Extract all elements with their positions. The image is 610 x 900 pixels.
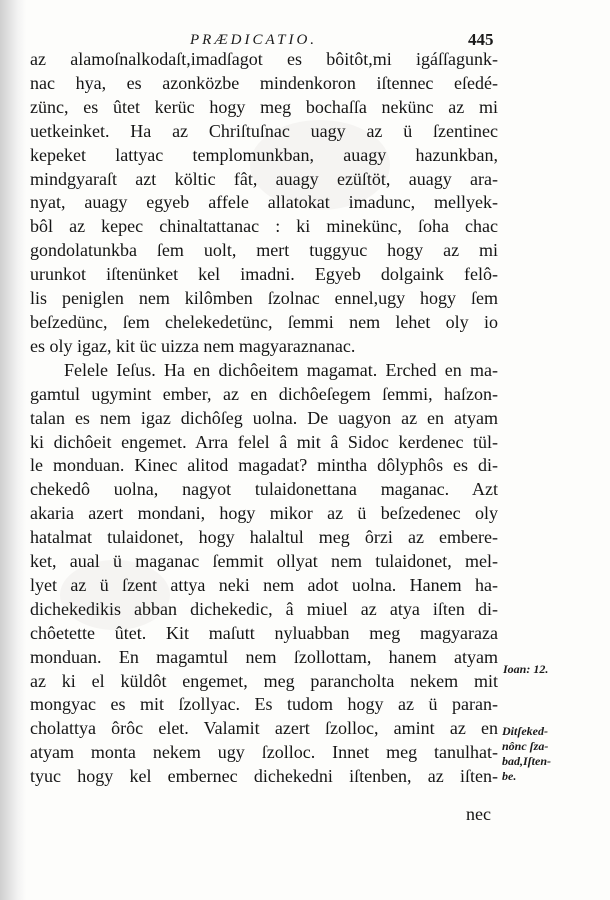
text-line: hatalmat tulaidonet, hogy halaltul meg ôrzi az embere- [30, 527, 498, 548]
text-line: talan es nem igaz dichôſeg uolna. De uagyon az en atyam [30, 407, 498, 428]
gutter-shadow [0, 0, 26, 900]
text-line: az ki el küldôt engemet, meg parancholta nekem mit [30, 670, 498, 691]
text-line: kepeket lattyac templomunkban, auagy hazunkban, [30, 144, 498, 165]
text-line: uetkeinket. Ha az Chriſtuſnac uagy az ü ſzentinec [30, 120, 498, 141]
margin-note-ioan: Ioan: 12. [503, 662, 549, 676]
text-line: zünc, es ûtet kerüc hogy meg bochaſſa nekünc az mi [30, 96, 498, 117]
text-line: cholattya ôrôc elet. Valamit azert ſzolloc, amint az en [30, 718, 498, 739]
margin-note-ditsek [502, 724, 602, 784]
body-text [30, 48, 498, 789]
text-line: bôl az kepec chinaltattanac : ki minekünc, ſoha chac [30, 216, 498, 237]
text-line: akaria azert mondani, hogy mikor az ü beſzedenec oly [30, 503, 498, 524]
text-line: chôetette ûtet. Kit maſutt nyluabban meg magyaraza [30, 622, 498, 643]
text-line: chekedô uolna, nagyot tulaidonettana maganac. Azt [30, 479, 498, 500]
text-line: dichekedikis abban dichekedic, â miuel az atya iſten di- [30, 598, 498, 619]
text-line: Felele Ieſus. Ha en dichôeitem magamat. Erched en ma- [64, 359, 498, 380]
page-number: 445 [468, 30, 494, 49]
text-line: monduan. En magamtul nem ſzollottam, hanem atyam [30, 646, 498, 667]
margin-note-line: Ditſeked- [502, 724, 548, 738]
text-line: tyuc hogy kel embernec dichekedni iſtenben, az iſten- [30, 766, 498, 787]
text-line: nac hya, es azonközbe mindenkoron iſtennec eſedé- [30, 72, 498, 93]
text-line: le monduan. Kinec alitod magadat? mintha dôlyphôs es di- [30, 455, 498, 476]
text-line: beſzedünc, ſem chelekedetünc, ſemmi nem lehet oly io [30, 311, 498, 332]
catchword: nec [466, 804, 491, 824]
text-line: urunkot iſtenünket kel imadni. Egyeb dolgaink felô- [30, 264, 498, 285]
text-line: ket, aual ü maganac ſemmit ollyat nem tulaidonet, mel- [30, 551, 498, 572]
text-line: mongyac es mit ſzollyac. Es tudom hogy az ü paran- [30, 694, 498, 715]
text-line: lyet az ü ſzent attya neki nem adot uolna. Hanem ha- [30, 574, 498, 595]
text-line: nyat, auagy egyeb affele allatokat imadunc, mellyek- [30, 192, 498, 213]
text-line: es oly igaz, kit üc uizza nem magyaraznanac. [30, 335, 356, 356]
text-line: az alamoſnalkodaſt,imadſagot es bôitôt,mi igáſſagunk- [30, 49, 498, 69]
text-line: lis peniglen nem kilômben ſzolnac ennel,ugy hogy ſem [30, 288, 498, 309]
margin-note-line: nônc ſza- [502, 739, 549, 753]
text-line: atyam monta nekem ugy ſzolloc. Innet meg tanulhat- [30, 742, 498, 763]
text-line: gamtul ugymint ember, az en dichôeſegem ſemmi, haſzon- [30, 383, 498, 404]
running-title: PRÆDICATIO. [190, 32, 318, 48]
margin-note-line: bad,Iſten- [502, 754, 551, 768]
text-line: gondolatunkba ſem uolt, mert tuggyuc hogy az mi [30, 240, 498, 261]
text-line: mindgyaraſt azt költic fât, auagy ezüſtöt, auagy ara- [30, 168, 498, 189]
margin-note-line: be. [502, 769, 517, 783]
text-line: ki dichôeit engemet. Arra felel â mit â Sidoc kerdenec tül- [30, 431, 498, 452]
